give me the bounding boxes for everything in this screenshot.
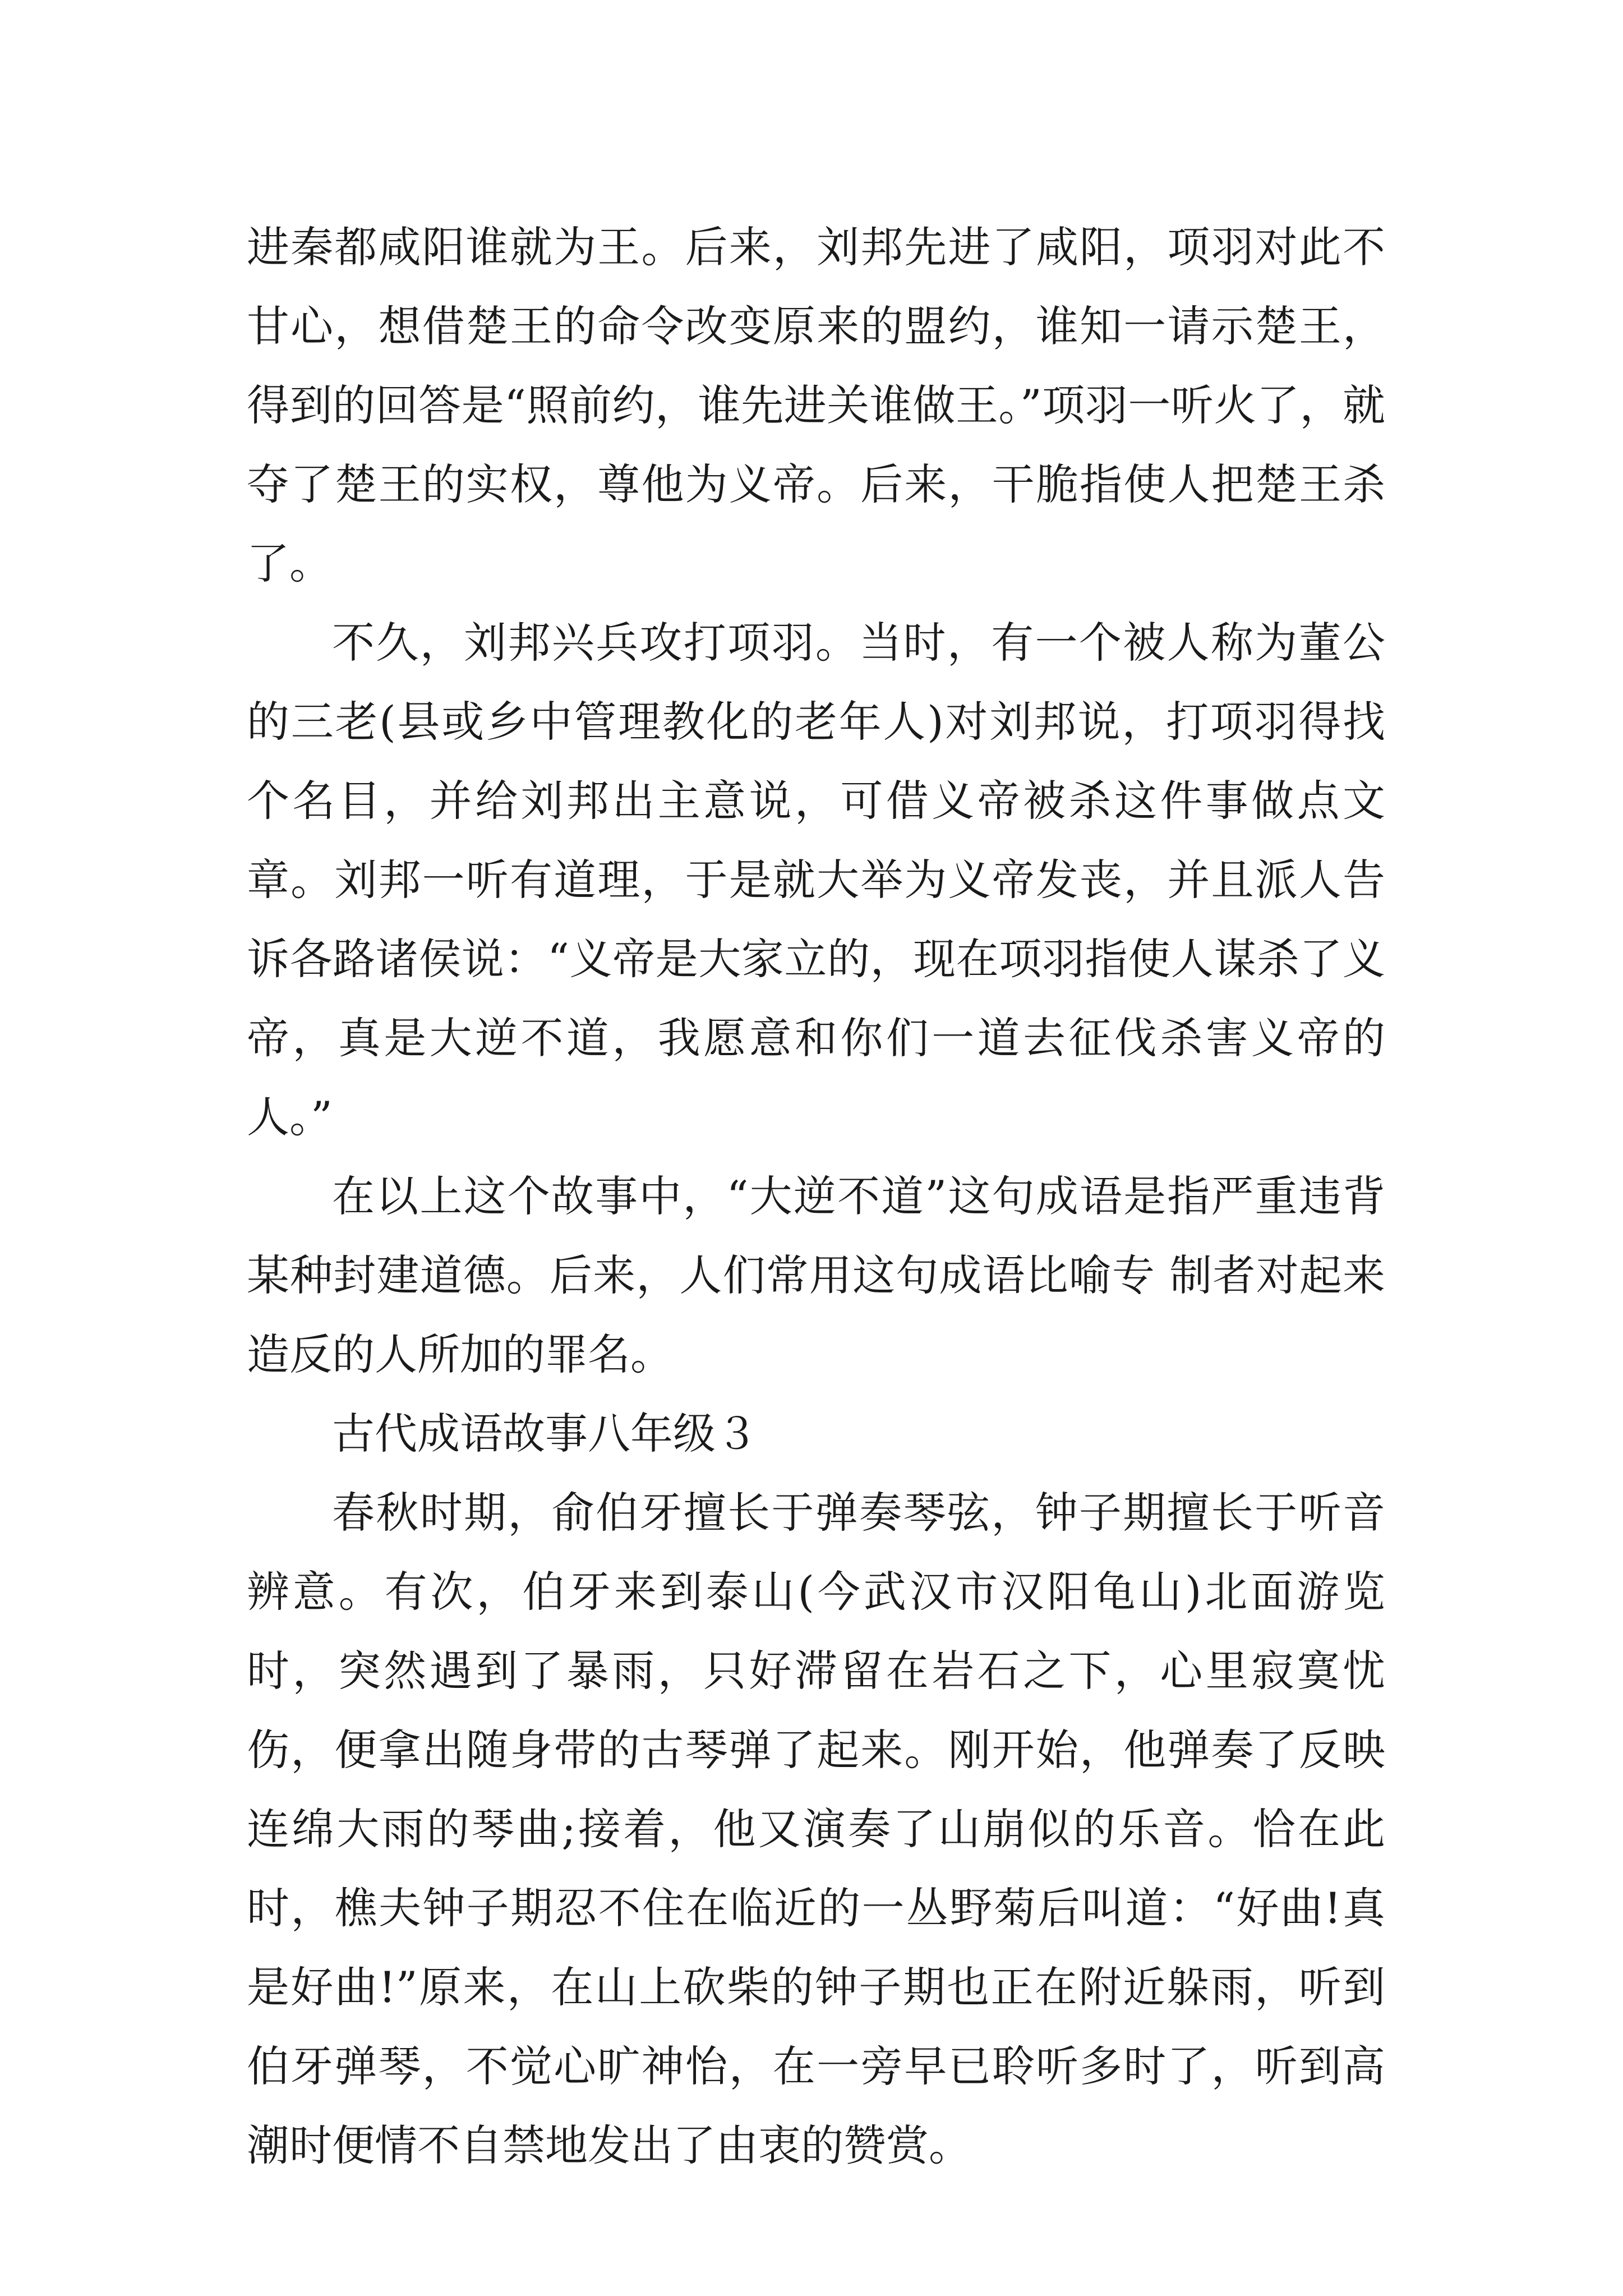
paragraph-4: 春秋时期，俞伯牙擅长于弹奏琴弦，钟子期擅长于听音辨意。有次，伯牙来到泰山(今武汉市汉阳龟山)北面游览时，突然遇到了暴雨，只好滞留在岩石之下，心里寂寞忧伤，便拿出随身带的古琴弹了起来。刚开始，他弹奏了反映连绵大雨的琴曲;接着，他又演奏了山崩似的乐音。恰在此时，樵夫钟子期忍不住在临近的一丛野菊后叫道：“好曲!真是好曲!”原来，在山上砍柴的钟子期也正在附近躲雨，听到伯牙弹琴，不觉心旷神怡，在一旁早已聆听多时了，听到高潮时便情不自禁地发出了由衷的赞赏。 (247, 1488, 1385, 2170)
document-body (247, 208, 1385, 2185)
paragraph-2: 不久，刘邦兴兵攻打项羽。当时，有一个被人称为董公的三老(县或乡中管理教化的老年人)对刘邦说，打项羽得找个名目，并给刘邦出主意说，可借义帝被杀这件事做点文章。刘邦一听有道理，于是就大举为义帝发丧，并且派人告诉各路诸侯说：“义帝是大家立的，现在项羽指使人谋杀了义帝，真是大逆不道，我愿意和你们一道去征伐杀害义帝的人。” (247, 618, 1385, 1142)
paragraph-1: 进秦都咸阳谁就为王。后来，刘邦先进了咸阳，项羽对此不甘心，想借楚王的命令改变原来的盟约，谁知一请示楚王，得到的回答是“照前约，谁先进关谁做王。”项羽一听火了，就夺了楚王的实权，尊他为义帝。后来，干脆指使人把楚王杀了。 (247, 222, 1385, 588)
paragraph-3: 在以上这个故事中，“大逆不道”这句成语是指严重违背某种封建道德。后来，人们常用这句成语比喻专 制者对起来造反的人所加的罪名。 (247, 1171, 1385, 1379)
section-heading: 古代成语故事八年级３ (332, 1409, 758, 1458)
